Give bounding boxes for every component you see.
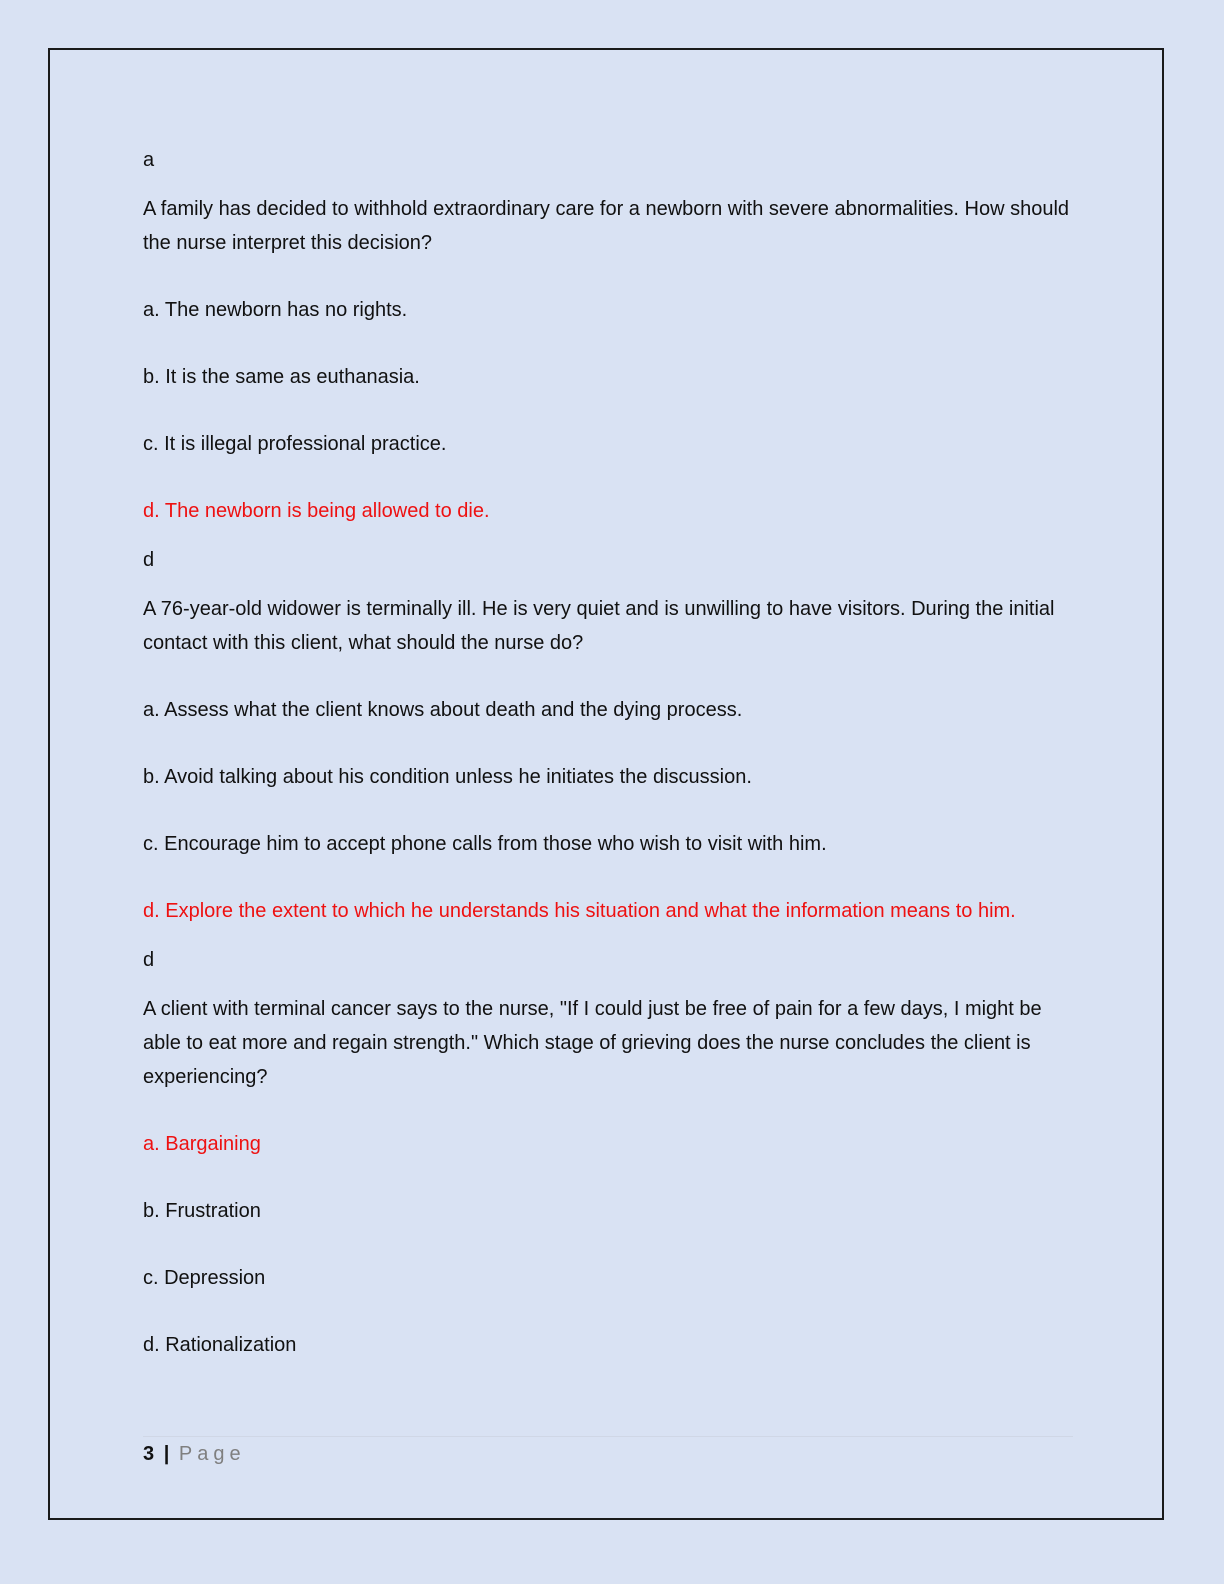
answer-option: b. Avoid talking about his condition unless he initiates the discussion.: [143, 766, 752, 788]
question-text: A family has decided to withhold extraordinary care for a newborn with severe abnormalities. How should the nurse interpret this decision?: [143, 198, 1070, 254]
answer-option: c. It is illegal professional practice.: [143, 433, 447, 455]
answer-option: a. The newborn has no rights.: [143, 299, 408, 321]
question-text: A 76-year-old widower is terminally ill. He is very quiet and is unwilling to have visitors. During the initial contact with this client, what should the nurse do?: [143, 598, 1055, 654]
footer-divider: [143, 1436, 1073, 1437]
footer-separator: |: [163, 1443, 170, 1465]
answer-option: a. Assess what the client knows about death and the dying process.: [143, 699, 743, 721]
correct-answer-option: a. Bargaining: [143, 1133, 261, 1155]
page-footer: [143, 1440, 246, 1468]
answer-option: b. It is the same as euthanasia.: [143, 366, 420, 388]
answer-option: c. Depression: [143, 1267, 266, 1289]
document-body: [143, 143, 1073, 1395]
page-label: Page: [178, 1443, 246, 1465]
answer-key: a: [143, 149, 155, 171]
answer-key: d: [143, 949, 155, 971]
question-text: A client with terminal cancer says to the nurse, "If I could just be free of pain for a few days, I might be able to eat more and regain strength." Which stage of grieving does the nurse concludes the client is experiencing?: [143, 998, 1042, 1088]
answer-option: d. Rationalization: [143, 1334, 297, 1356]
page-number: 3: [143, 1443, 155, 1465]
answer-option: b. Frustration: [143, 1200, 261, 1222]
answer-key: d: [143, 549, 155, 571]
correct-answer-option: d. The newborn is being allowed to die.: [143, 500, 490, 522]
correct-answer-option: d. Explore the extent to which he understands his situation and what the information means to him.: [143, 900, 1016, 922]
answer-option: c. Encourage him to accept phone calls from those who wish to visit with him.: [143, 833, 827, 855]
